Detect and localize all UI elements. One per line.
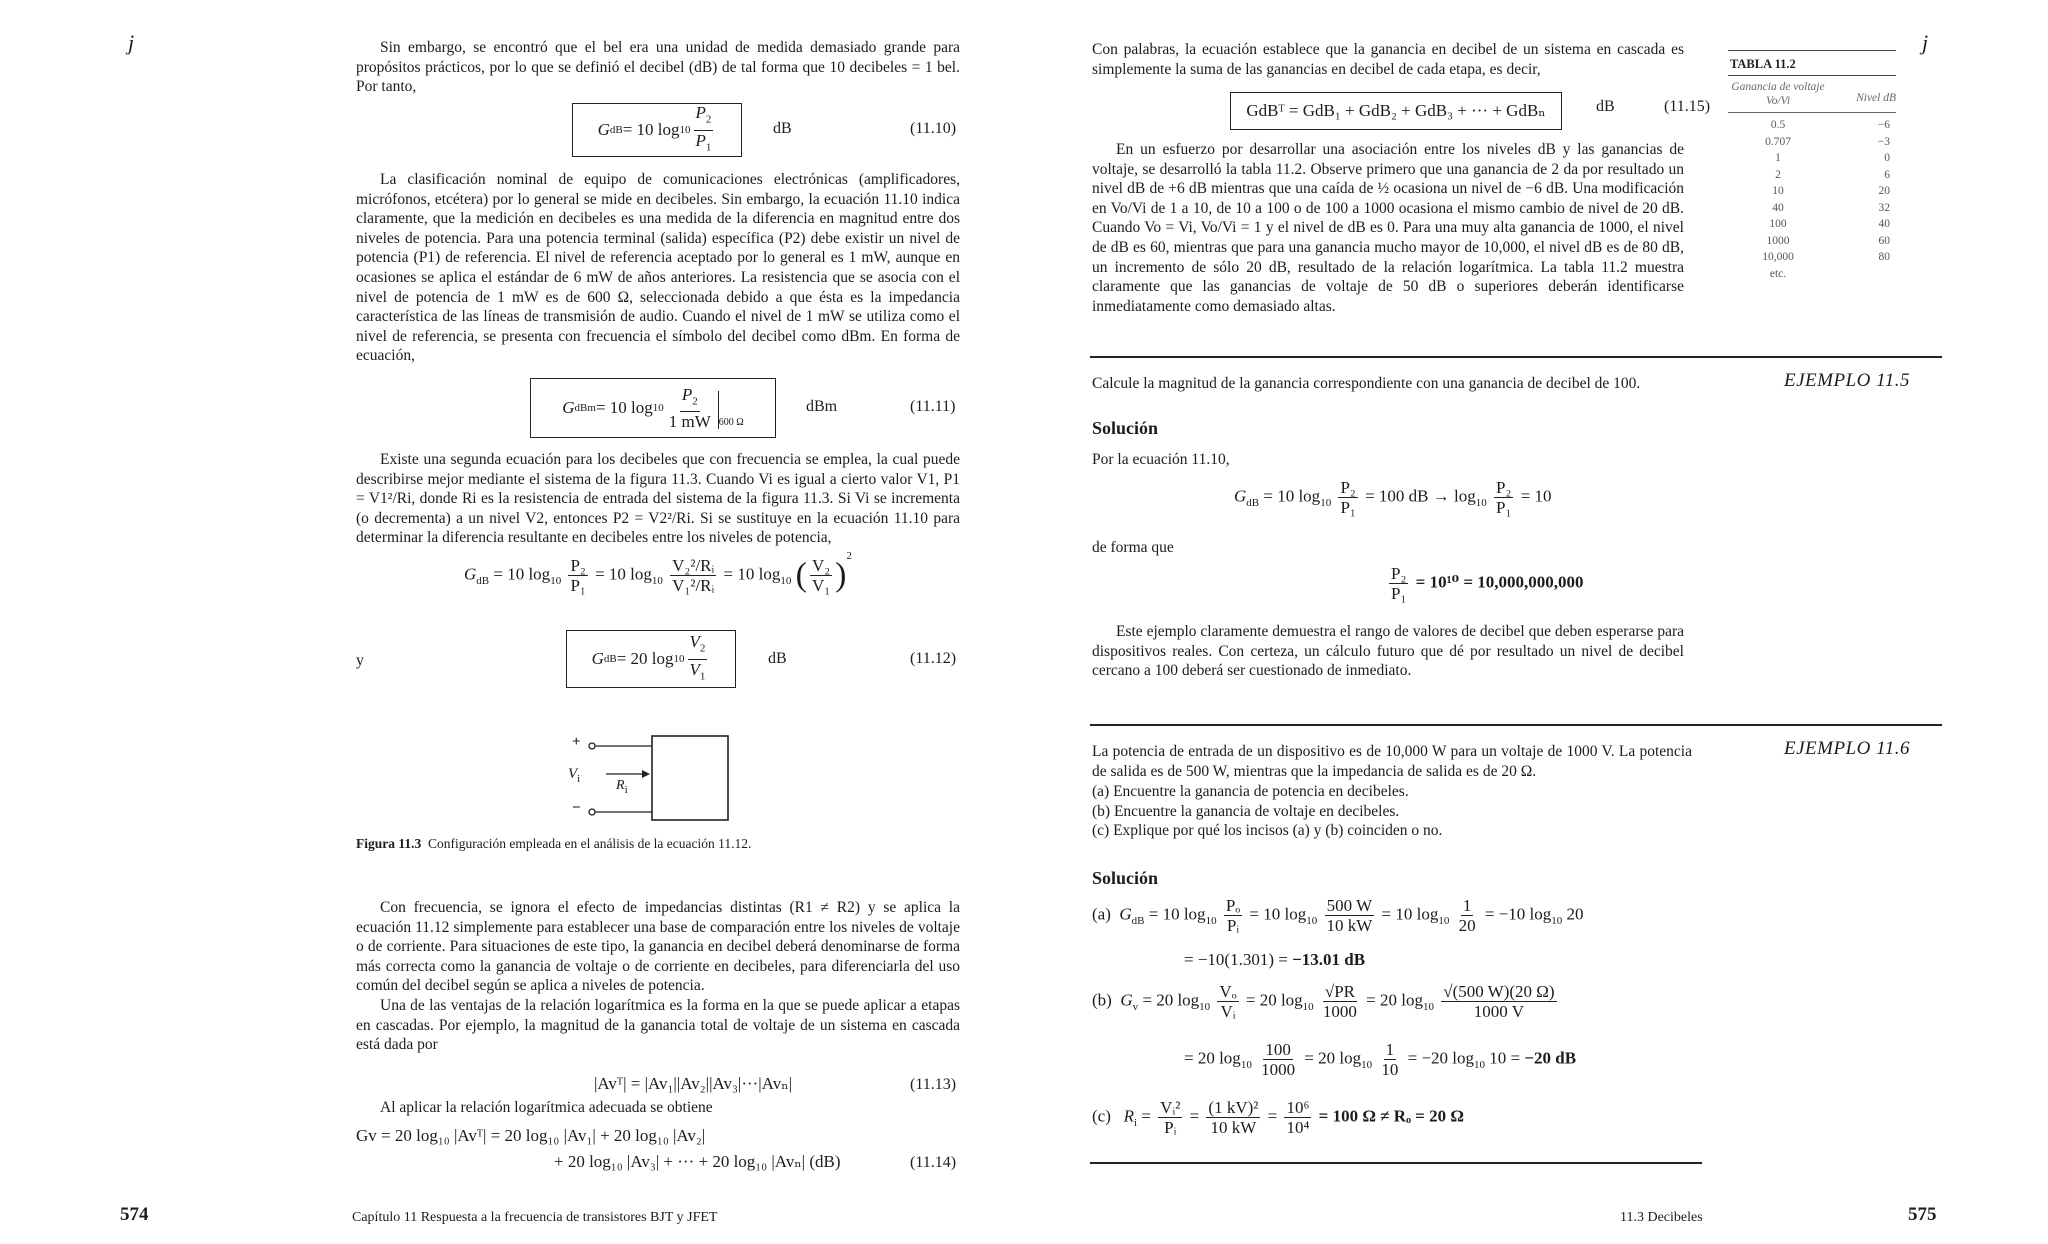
figure-caption: Figura 11.3 Configuración empleada en el análisis de la ecuación 11.12. (356, 836, 752, 851)
table-row (1728, 233, 1896, 250)
table-row (1728, 167, 1896, 184)
minus-terminal: − (572, 800, 581, 816)
page-mark: j (128, 30, 135, 55)
right-page (1024, 0, 2048, 1244)
example-11-5-equation-1: $G_{dB} = 10$ $\log_{10}$ $\frac{\text{P₂}}{\text{P₁}}$ = 100 dB → $\log_{10}$ $\frac{\text{P₂}}{\text{P₁}}$ = 10 (1234, 478, 1552, 517)
example-11-6-items (1092, 782, 1442, 841)
circuit-diagram (560, 728, 740, 828)
db-cell: 32 (1878, 201, 1890, 214)
example-11-6-part-b-line-2: = 20 $\log_{10}$ $\frac{100}{1000}$ = 20 $\log_{10}$ $\frac{1}{10}$ = −20 $\log_{10} 10 = -20$ dB (1184, 1040, 1577, 1079)
table-row (1728, 117, 1896, 134)
equation-number: (11.11) (910, 398, 956, 415)
figure-11-3 (560, 728, 740, 828)
gain-cell: 0.707 (1765, 135, 1791, 148)
gain-cell: 1000 (1766, 234, 1790, 247)
gain-cell: etc. (1769, 267, 1787, 280)
table-row (1728, 266, 1896, 283)
paragraph-4: Con frecuencia, se ignora el efecto de impedancias distintas (R1 ≠ R2) y se aplica la ecuación 11.12 simplemente para establecer una base de comparación entre los niveles de voltaje o de corriente. Para situaciones de este tipo, la ganancia en decibel deberá denominarse de forma más correcta como la ganancia de voltaje o de corriente en decibeles, para diferenciarla del uso común del decibel según se aplica a niveles de potencia. (356, 899, 960, 995)
table-row (1728, 216, 1896, 233)
vi-label: $V_i$ (568, 766, 581, 785)
table-row (1728, 249, 1896, 266)
db-cell: 0 (1884, 152, 1890, 165)
equation-unit: dB (773, 120, 792, 137)
equation-11-14-line-2: + 20 log₁₀ |Av₃| + ··· + 20 log₁₀ |Avₙ| (dB) (554, 1152, 841, 1171)
paragraph-3: Existe una segunda ecuación para los decibeles que con frecuencia se emplea, la cual puede describirse mejor mediante el sistema de la figura 11.3. Cuando Vi es igual a cierto valor V1, P1 = V1²/Ri, donde Ri es la resistencia de entrada del sistema de la figura 11.3. Si Vi se incrementa (o decrementa) a un nivel V2, entonces P2 = V2²/Ri. Si se sustituye en la ecuación 11.10 para determinar la diferencia resultante en decibeles entre los niveles de potencia, (356, 451, 960, 547)
paragraph-1: Sin embargo, se encontró que el bel era una unidad de medida demasiado grande para propósitos prácticos, por lo que se definió el decibel (dB) de tal forma que 10 decibeles = 1 bel. Por tanto, (356, 39, 960, 96)
db-cell: 80 (1878, 251, 1890, 264)
db-cell: 60 (1878, 234, 1890, 247)
equation-number: (11.14) (910, 1154, 957, 1171)
equation-unit: dB (1596, 98, 1615, 115)
example-11-5-statement: Calcule la magnitud de la ganancia correspondiente con una ganancia de decibel de 100. (1092, 375, 1641, 392)
example-11-5-label: EJEMPLO 11.5 (1784, 370, 1910, 391)
example-11-6-part-a-line-2: = −10(1.301) = −13.01 dB (1184, 950, 1366, 969)
item-a: (a) Encuentre la ganancia de potencia en decibeles. (1092, 783, 1409, 800)
example-11-6-part-c: (c) $R_i$ = $\frac{\text{Vᵢ²}}{\text{Pᵢ}}$ = $\frac{\text{(1 kV)²}}{10 kW}$ = $\frac{\text{10⁶}}{\text{10⁴}}$ = 100 Ω ≠ Rₒ = 20 Ω (1092, 1098, 1464, 1137)
page-mark: j (1922, 30, 1929, 55)
solution-heading: Solución (1092, 418, 1159, 438)
equation-unit: dB (768, 650, 787, 667)
gain-cell: 1 (1775, 152, 1781, 165)
column-header-gain: Ganancia de voltaje (1731, 81, 1825, 93)
equation-number: (11.13) (910, 1076, 957, 1093)
table-header (1728, 76, 1896, 108)
solution-heading: Solución (1092, 868, 1159, 888)
paragraph-2: En un esfuerzo por desarrollar una asociación entre los niveles dB y las ganancias de voltaje, se desarrolló la tabla 11.2. Observe primero que una ganancia de 2 da por resultado un nivel dB de +6 dB mientras que una caída de ½ ocasiona un nivel de −6 dB. Una modificación en Vo/Vi de 1 a 10, de 10 a 100 o de 100 a 1000 ocasiona el mismo cambio de nivel de 20 dB. Cuando Vo = Vi, Vo/Vi = 1 y el nivel de dB es 0. Para una muy alta ganancia de 1000, el nivel de dB es 60, mientras que para una ganancia mucho mayor de 10,000, el nivel dB es de 80 dB, un incremento de sólo 20 dB, resultado de la relación logarítmica. La tabla 11.2 muestra claramente que las ganancias de voltaje de 50 dB o superiores deberán identificarse inmediatamente como demasiado altas. (1092, 141, 1684, 315)
gain-cell: 10 (1772, 185, 1784, 198)
de-forma-que: de forma que (1092, 539, 1174, 556)
ri-label: $R_i$ (616, 778, 628, 796)
example-end-rule (1090, 1162, 1702, 1164)
db-cell: 6 (1884, 168, 1890, 181)
example-11-5-equation-2: $\frac{\text{P₂}}{\text{P₁}}$ = 10¹⁰ = 10,000,000,000 (1391, 564, 1584, 603)
table-row (1728, 183, 1896, 200)
column-header-db: Nivel dB (1856, 92, 1896, 104)
example-11-6-part-b-line-1: (b) $G_v = 20$ $\log_{10}$ $\frac{\text{Vₒ}}{\text{Vᵢ}}$ = 20 $\log_{10}$ $\frac{√PR}{1000}$ = 20 $\log_{10}$ $\frac{√(500 W)(20 \Omega)}{1000 V}$ (1092, 982, 1555, 1021)
equation-11-13: |Avᵀ| = |Av₁||Av₂||Av₃|···|Avₙ| (594, 1074, 792, 1093)
plus-terminal: + (572, 734, 581, 750)
item-c: (c) Explique por qué los incisos (a) y (b) coinciden o no. (1092, 822, 1443, 840)
fraction: $\frac{P_2}{1 mW}$ (668, 384, 711, 432)
table-title: TABLA 11.2 (1730, 57, 1796, 71)
paragraph-2: La clasificación nominal de equipo de comunicaciones electrónicas (amplificadores, micrófonos, etcétera) por lo general se mide en decibeles. Sin embargo, la ecuación 11.10 indica claramente, que la medición en decibeles es una medida de la diferencia en magnitud entre dos niveles de potencia. Para una potencia terminal (salida) específica (P2) debe existir un nivel de potencia (P1) de referencia. El nivel de referencia aceptado por lo general es 1 mW, aunque en ocasiones se aplica el estándar de 6 mW de años anteriores. La resistencia que se asocia con el nivel de potencia de 1 mW es de 600 Ω, seleccionada debido a que ésta es la impedancia característica de las líneas de transmisión de audio. Cuando el nivel de 1 mW se utiliza como el nivel de referencia, se presenta con frecuencia el símbolo del decibel como dBm. En forma de ecuación, (356, 171, 960, 365)
section-footer: 11.3 Decibeles (1620, 1210, 1703, 1225)
equation-derivation: $G_{dB} = 10$ $\log_{10}$ $\frac{\text{P₂}}{\text{P₁}}$ = 10 $\log_{10}$ $\frac{\text{V₂²/Rᵢ}}{\text{V₁²/Rᵢ}}$ = 10 $\log_{10}$ ( $\frac{\text{V₂}}{\text{V₁}}$ )$^2$ (464, 549, 852, 595)
example-11-6-label: EJEMPLO 11.6 (1784, 738, 1910, 759)
table-row (1728, 200, 1896, 217)
gain-cell: 10,000 (1762, 251, 1794, 264)
page-number: 574 (120, 1204, 149, 1225)
paragraph-5: Una de las ventajas de la relación logarítmica es la forma en la que se puede aplicar a etapas en cascadas. Por ejemplo, la magnitud de la ganancia total de voltaje de un sistema en cascada está dada por (356, 997, 960, 1054)
paragraph-1: Con palabras, la ecuación establece que la ganancia en decibel de un sistema en cascada es simplemente la suma de las ganancias en decibel de cada etapa, es decir, (1092, 41, 1684, 78)
table-body (1728, 117, 1896, 282)
example-11-6-statement: La potencia de entrada de un dispositivo es de 10,000 W para un voltaje de 1000 V. La potencia de salida es de 500 W, mientras que la impedancia de salida es de 20 Ω. (1092, 743, 1692, 780)
example-11-5-conclusion: Este ejemplo claramente demuestra el rango de valores de decibel que deben esperarse para dispositivos reales. Con certeza, un cálculo futuro que dé por resultado un nivel de decibel cercano a 100 deberá ser cuestionado de inmediato. (1092, 623, 1684, 680)
table-11-2 (1728, 50, 1896, 282)
equation-number: (11.12) (910, 650, 957, 667)
gain-cell: 100 (1769, 218, 1787, 231)
chapter-footer: Capítulo 11 Respuesta a la frecuencia de transistores BJT y JFET (352, 1210, 718, 1225)
item-b: (b) Encuentre la ganancia de voltaje en decibeles. (1092, 802, 1400, 820)
example-rule (1090, 724, 1942, 726)
equation-unit: dBm (806, 398, 838, 415)
equation-11-14-line-1: Gv = 20 log₁₀ |Avᵀ| = 20 log₁₀ |Av₁| + 20 log₁₀ |Av₂| (356, 1126, 706, 1145)
equation-11-11-box: G dBm = 10 log 10 $\frac{P_2}{1 mW}$ $_{600 \Omega}$ (530, 378, 776, 438)
db-cell: −3 (1877, 135, 1890, 148)
page-number: 575 (1908, 1204, 1937, 1225)
example-11-6-part-a-line-1: (a) $G_{dB} = 10$ $\log_{10}$ $\frac{\text{Pₒ}}{\text{Pᵢ}}$ = 10 $\log_{10}$ $\frac{500 W}{10 kW}$ = 10 $\log_{10}$ $\frac{1}{20}$ = −10 $\log_{10} 20$ (1092, 896, 1584, 935)
example-rule (1090, 356, 1942, 358)
db-cell: 40 (1878, 218, 1890, 231)
table-row (1728, 134, 1896, 151)
column-header-ratio: Vo/Vi (1765, 95, 1791, 107)
equation-11-10-box: G dB = 10 log 10 $\frac{P_2}{P_1}$ (572, 103, 742, 157)
db-cell (1828, 266, 1896, 283)
equation-number: (11.15) (1664, 98, 1711, 115)
equation-number: (11.10) (910, 120, 957, 137)
fraction: $\frac{P_2}{P_1}$ (695, 103, 712, 153)
gain-cell: 0.5 (1770, 119, 1786, 132)
solution-intro: Por la ecuación 11.10, (1092, 451, 1230, 468)
db-cell: −6 (1877, 119, 1890, 132)
table-row (1728, 150, 1896, 167)
paragraph-6: Al aplicar la relación logarítmica adecuada se obtiene (380, 1099, 713, 1116)
equation-11-12-box: G dB = 20 log 10 $\frac{V_2}{V_1}$ (566, 630, 736, 688)
gain-cell: 40 (1772, 201, 1784, 214)
db-cell: 20 (1878, 185, 1890, 198)
conjunction-y: y (356, 652, 364, 669)
gain-cell: 2 (1775, 168, 1781, 181)
equation-11-15-box: GdBᵀ = GdB₁ + GdB₂ + GdB₃ + ··· + GdBₙ (1230, 92, 1562, 130)
